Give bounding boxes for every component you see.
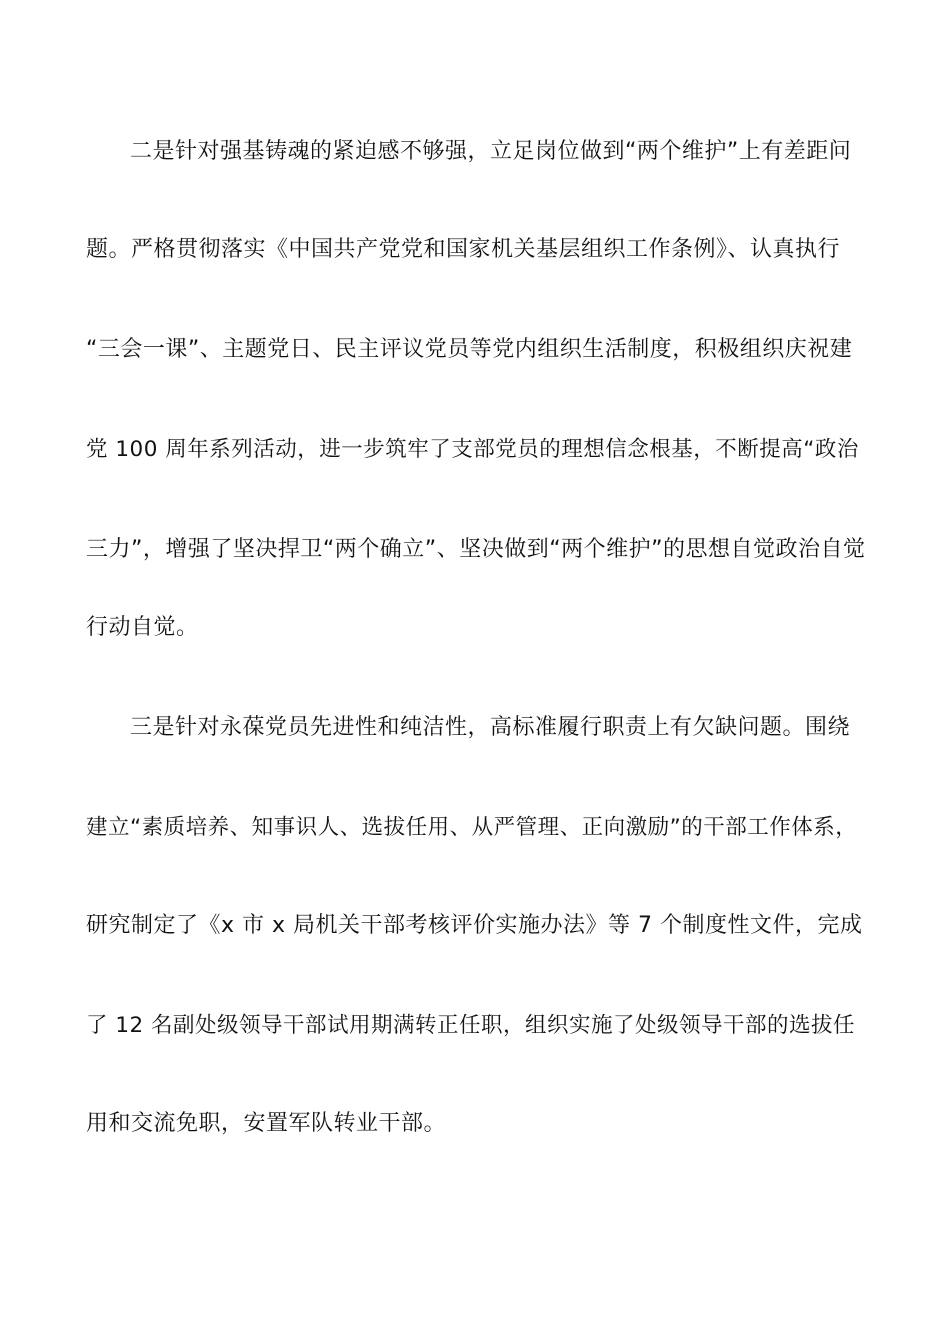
paragraph-line: 用和交流免职，安置军队转业干部。: [86, 1111, 447, 1136]
paragraph-line: 行动自觉。: [86, 615, 199, 640]
paragraph-line: 了 12 名副处级领导干部试用期满转正任职，组织实施了处级领导干部的选拔任: [86, 1013, 856, 1038]
paragraph-line: 二是针对强基铸魂的紧迫感不够强，立足岗位做到“两个维护”上有差距问: [130, 139, 852, 164]
paragraph-line: “三会一课”、主题党日、民主评议党员等党内组织生活制度，积极组织庆祝建: [86, 337, 853, 362]
paragraph-line: 研究制定了《x 市 x 局机关干部考核评价实施办法》等 7 个制度性文件，完成: [86, 913, 863, 938]
paragraph-line: 三力”，增强了坚决捍卫“两个确立”、坚决做到“两个维护”的思想自觉政治自觉: [86, 537, 866, 562]
paragraph-line: 党 100 周年系列活动，进一步筑牢了支部党员的理想信念根基，不断提高“政治: [86, 437, 859, 462]
paragraph-line: 题。严格贯彻落实《中国共产党党和国家机关基层组织工作条例》、认真执行: [86, 237, 841, 262]
paragraph-line: 建立“素质培养、知事识人、选拔任用、从严管理、正向激励”的干部工作体系，: [86, 815, 858, 840]
paragraph-line: 三是针对永葆党员先进性和纯洁性，高标准履行职责上有欠缺问题。围绕: [130, 715, 851, 740]
